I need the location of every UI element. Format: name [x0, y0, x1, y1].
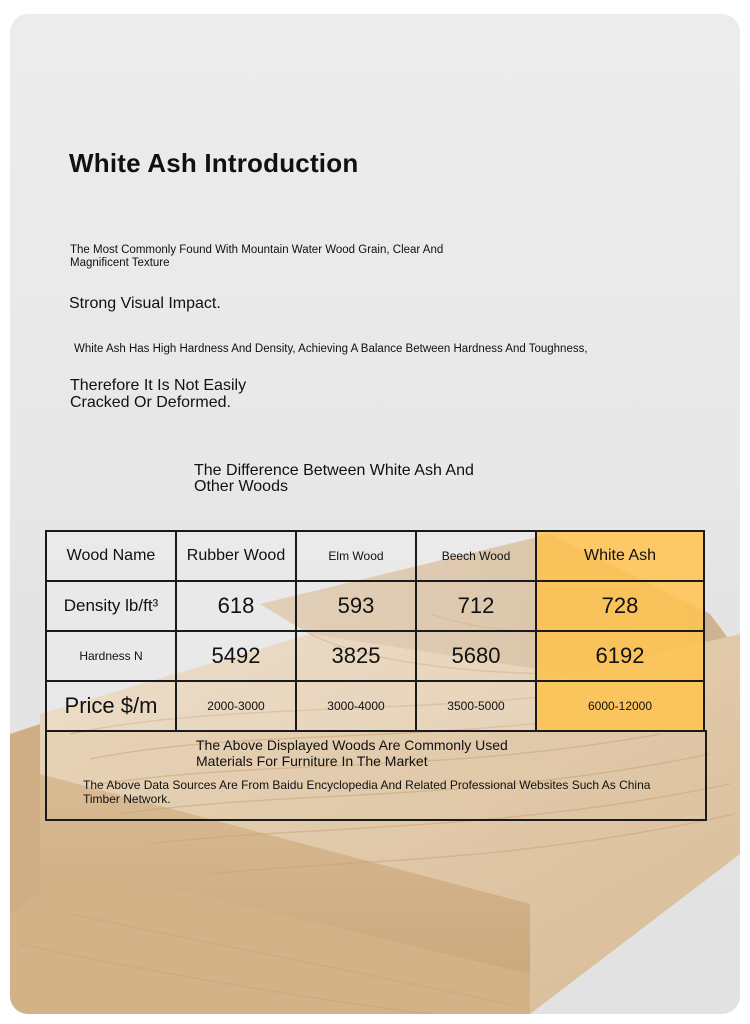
- table-cell: 2000-3000: [176, 681, 296, 731]
- comparison-table: [45, 530, 705, 732]
- header-cell: Beech Wood: [416, 531, 536, 581]
- table-cell: 5680: [416, 631, 536, 681]
- row-label: Hardness N: [46, 631, 176, 681]
- comparison-subtitle: The Difference Between White Ash And Other Woods: [194, 462, 474, 495]
- row-label: Density lb/ft³: [46, 581, 176, 631]
- footnote-2: The Above Data Sources Are From Baidu Encyclopedia And Related Professional Websites Such As China Timber Network.: [83, 778, 651, 806]
- table-cell: 3000-4000: [296, 681, 416, 731]
- table-cell: 593: [296, 581, 416, 631]
- table-row: [46, 581, 704, 631]
- intro-text-2: Strong Visual Impact.: [69, 295, 221, 312]
- table-cell-highlight: 728: [536, 581, 704, 631]
- header-cell: Wood Name: [46, 531, 176, 581]
- table-cell: 3500-5000: [416, 681, 536, 731]
- table-row: [46, 631, 704, 681]
- intro-text-4: Therefore It Is Not Easily Cracked Or Deformed.: [70, 377, 247, 411]
- table-cell: 5492: [176, 631, 296, 681]
- intro-text-1: The Most Commonly Found With Mountain Water Wood Grain, Clear And Magnificent Texture: [70, 244, 444, 269]
- header-cell: Rubber Wood: [176, 531, 296, 581]
- header-cell-highlight: White Ash: [536, 531, 704, 581]
- table-row: [46, 681, 704, 731]
- product-card: [10, 14, 740, 1014]
- header-cell: Elm Wood: [296, 531, 416, 581]
- table-cell-highlight: 6000-12000: [536, 681, 704, 731]
- intro-text-3: White Ash Has High Hardness And Density, Achieving A Balance Between Hardness And Toughness,: [74, 343, 588, 355]
- table-cell: 712: [416, 581, 536, 631]
- table-cell: 3825: [296, 631, 416, 681]
- footnote-1: The Above Displayed Woods Are Commonly Used Materials For Furniture In The Market: [196, 737, 508, 769]
- table-cell-highlight: 6192: [536, 631, 704, 681]
- table-cell: 618: [176, 581, 296, 631]
- table-header-row: [46, 531, 704, 581]
- row-label: Price $/m: [46, 681, 176, 731]
- page-title: White Ash Introduction: [69, 148, 359, 178]
